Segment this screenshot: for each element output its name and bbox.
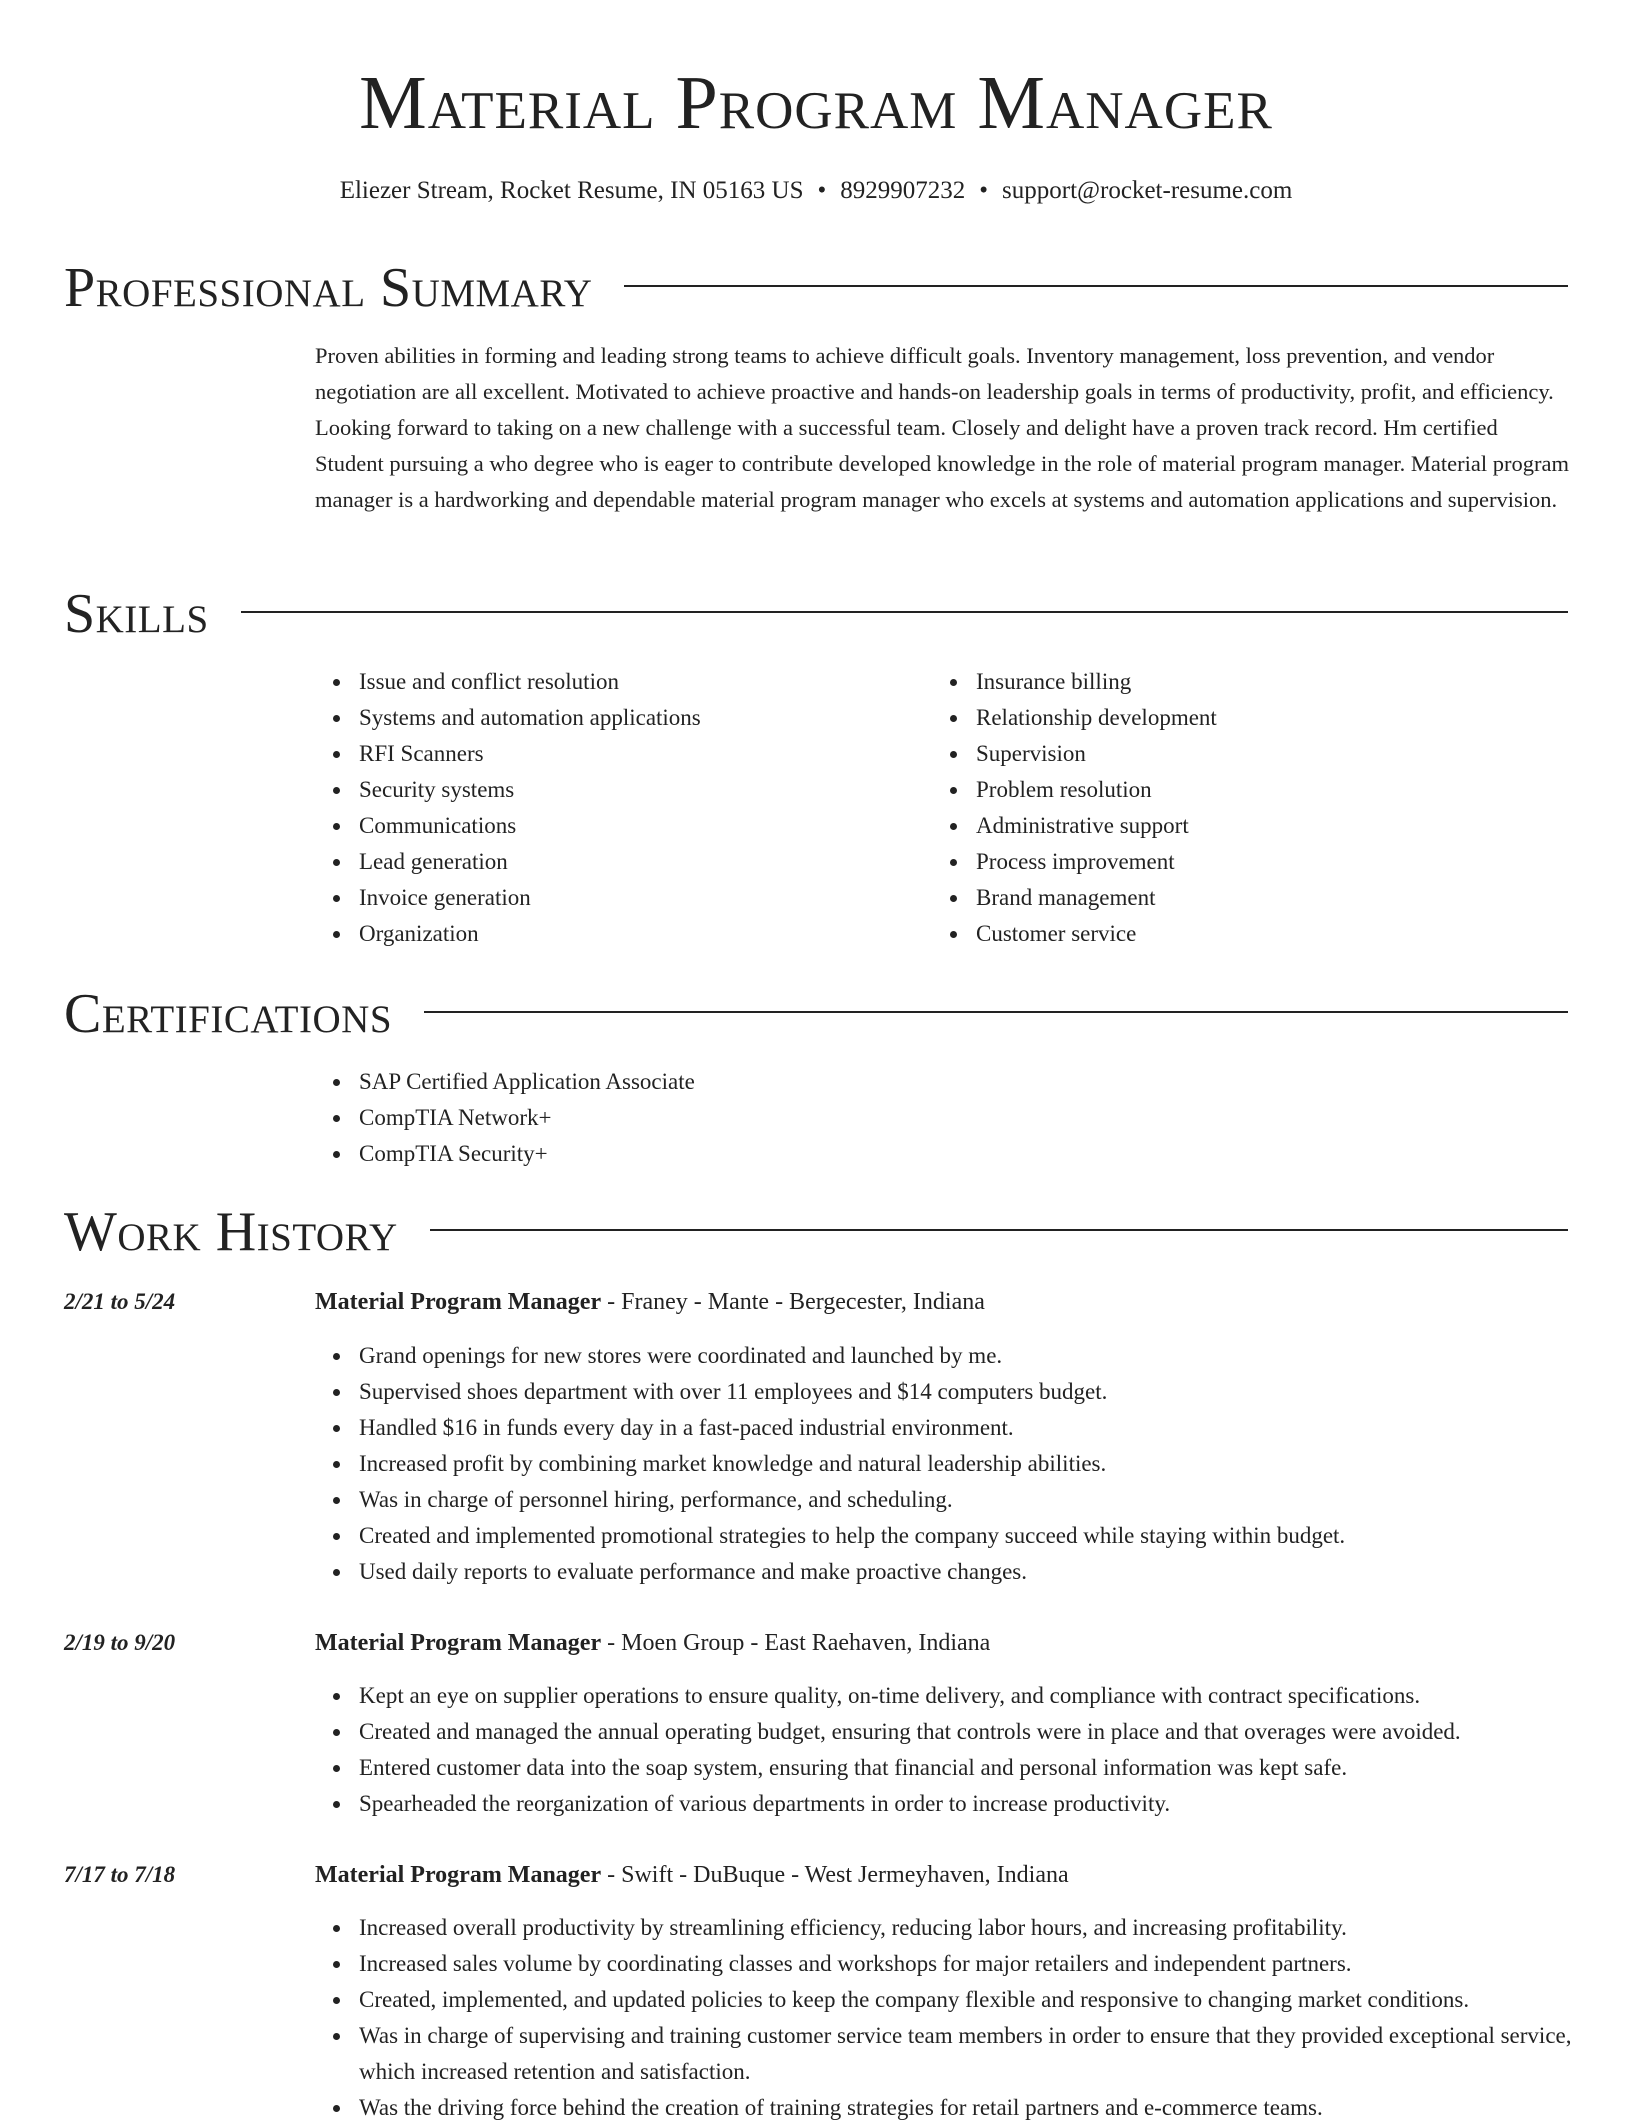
list-item: Process improvement	[976, 844, 1576, 880]
section-divider	[424, 1011, 1568, 1013]
section-title: Skills	[64, 583, 209, 645]
job-employer: - Moen Group - East Raehaven, Indiana	[601, 1630, 991, 1656]
job-dates: 2/21 to 5/24	[64, 1289, 176, 1314]
section-title: Work History	[64, 1201, 398, 1263]
list-item: SAP Certified Application Associate	[359, 1064, 1559, 1100]
list-item: Lead generation	[359, 844, 929, 880]
list-item: Created and implemented promotional strategies to help the company succeed while staying within budget.	[359, 1518, 1614, 1554]
list-item: Systems and automation applications	[359, 700, 929, 736]
skills-list-left	[315, 664, 929, 952]
list-item: Was in charge of personnel hiring, performance, and scheduling.	[359, 1482, 1614, 1518]
list-item: Invoice generation	[359, 880, 929, 916]
summary-text: Proven abilities in forming and leading strong teams to achieve difficult goals. Inventory management, loss prevention, and vendor negotiation are all excellent. Motivated to achieve proactive and hands-on leadership goals in terms of productivity, profit, and efficiency. Looking forward to taking on a new challenge with a successful team. Closely and delight have a proven track record. Hm certified Student pursuing a who degree who is eager to contribute developed knowledge in the role of material program manager. Material program manager is a hardworking and dependable material program manager who excels at systems and automation applications and supervision.	[315, 343, 1569, 512]
job-heading	[315, 1858, 1069, 1892]
section-title: Professional Summary	[64, 257, 593, 319]
list-item: Handled $16 in funds every day in a fast-paced industrial environment.	[359, 1410, 1614, 1446]
skills-list-right	[932, 664, 1576, 952]
job-title: Material Program Manager	[315, 1862, 602, 1888]
list-item: Grand openings for new stores were coordinated and launched by me.	[359, 1338, 1614, 1374]
list-item: Entered customer data into the soap system, ensuring that financial and personal information was kept safe.	[359, 1750, 1614, 1786]
contact-phone: 8929907232	[840, 177, 966, 204]
list-item: Relationship development	[976, 700, 1576, 736]
job-dates: 2/19 to 9/20	[64, 1630, 176, 1655]
list-item: Communications	[359, 808, 929, 844]
job-bullets	[315, 1338, 1614, 1590]
list-item: Administrative support	[976, 808, 1576, 844]
section-header-summary	[64, 256, 1568, 320]
job-title: Material Program Manager	[315, 1630, 602, 1656]
section-divider	[624, 285, 1568, 287]
certifications-list	[315, 1064, 1559, 1172]
section-header-certifications	[64, 982, 1568, 1046]
job-bullets	[315, 1678, 1614, 1822]
list-item: Brand management	[976, 880, 1576, 916]
list-item: RFI Scanners	[359, 736, 929, 772]
list-item: Supervision	[976, 736, 1576, 772]
job-title: Material Program Manager	[315, 1289, 602, 1315]
list-item: Organization	[359, 916, 929, 952]
list-item: Increased sales volume by coordinating classes and workshops for major retailers and independent partners.	[359, 1946, 1614, 1982]
list-item: Supervised shoes department with over 11 employees and $14 computers budget.	[359, 1374, 1614, 1410]
contact-email: support@rocket-resume.com	[1002, 177, 1293, 204]
contact-separator: •	[817, 177, 827, 204]
list-item: Spearheaded the reorganization of various departments in order to increase productivity.	[359, 1786, 1614, 1822]
job-dates: 7/17 to 7/18	[64, 1862, 176, 1887]
list-item: CompTIA Security+	[359, 1136, 1559, 1172]
section-title: Certifications	[64, 983, 393, 1045]
list-item: CompTIA Network+	[359, 1100, 1559, 1136]
section-divider	[241, 611, 1568, 613]
list-item: Used daily reports to evaluate performance and make proactive changes.	[359, 1554, 1614, 1590]
list-item: Kept an eye on supplier operations to ensure quality, on-time delivery, and compliance with contract specifications.	[359, 1678, 1614, 1714]
list-item: Problem resolution	[976, 772, 1576, 808]
list-item: Increased overall productivity by streamlining efficiency, reducing labor hours, and increasing profitability.	[359, 1910, 1614, 1946]
resume-name: Material Program Manager	[359, 61, 1273, 145]
list-item: Insurance billing	[976, 664, 1576, 700]
contact-address: Eliezer Stream, Rocket Resume, IN 05163 US	[339, 177, 804, 204]
job-employer: - Swift - DuBuque - West Jermeyhaven, Indiana	[601, 1862, 1069, 1888]
contact-separator: •	[979, 177, 989, 204]
list-item: Customer service	[976, 916, 1576, 952]
list-item: Created and managed the annual operating budget, ensuring that controls were in place and that overages were avoided.	[359, 1714, 1614, 1750]
job-employer: - Franey - Mante - Bergecester, Indiana	[601, 1289, 985, 1315]
section-header-work-history	[64, 1200, 1568, 1264]
list-item: Issue and conflict resolution	[359, 664, 929, 700]
list-item: Was the driving force behind the creation of training strategies for retail partners and e-commerce teams.	[359, 2090, 1614, 2126]
section-divider	[430, 1229, 1568, 1231]
list-item: Was in charge of supervising and training customer service team members in order to ensure that they provided exceptional service, which increased retention and satisfaction.	[359, 2018, 1614, 2090]
list-item: Created, implemented, and updated policies to keep the company flexible and responsive to changing market conditions.	[359, 1982, 1614, 2018]
job-heading	[315, 1626, 990, 1660]
contact-line	[0, 174, 1632, 208]
job-heading	[315, 1285, 985, 1319]
list-item: Increased profit by combining market knowledge and natural leadership abilities.	[359, 1446, 1614, 1482]
list-item: Security systems	[359, 772, 929, 808]
job-bullets	[315, 1910, 1614, 2126]
section-header-skills	[64, 582, 1568, 646]
